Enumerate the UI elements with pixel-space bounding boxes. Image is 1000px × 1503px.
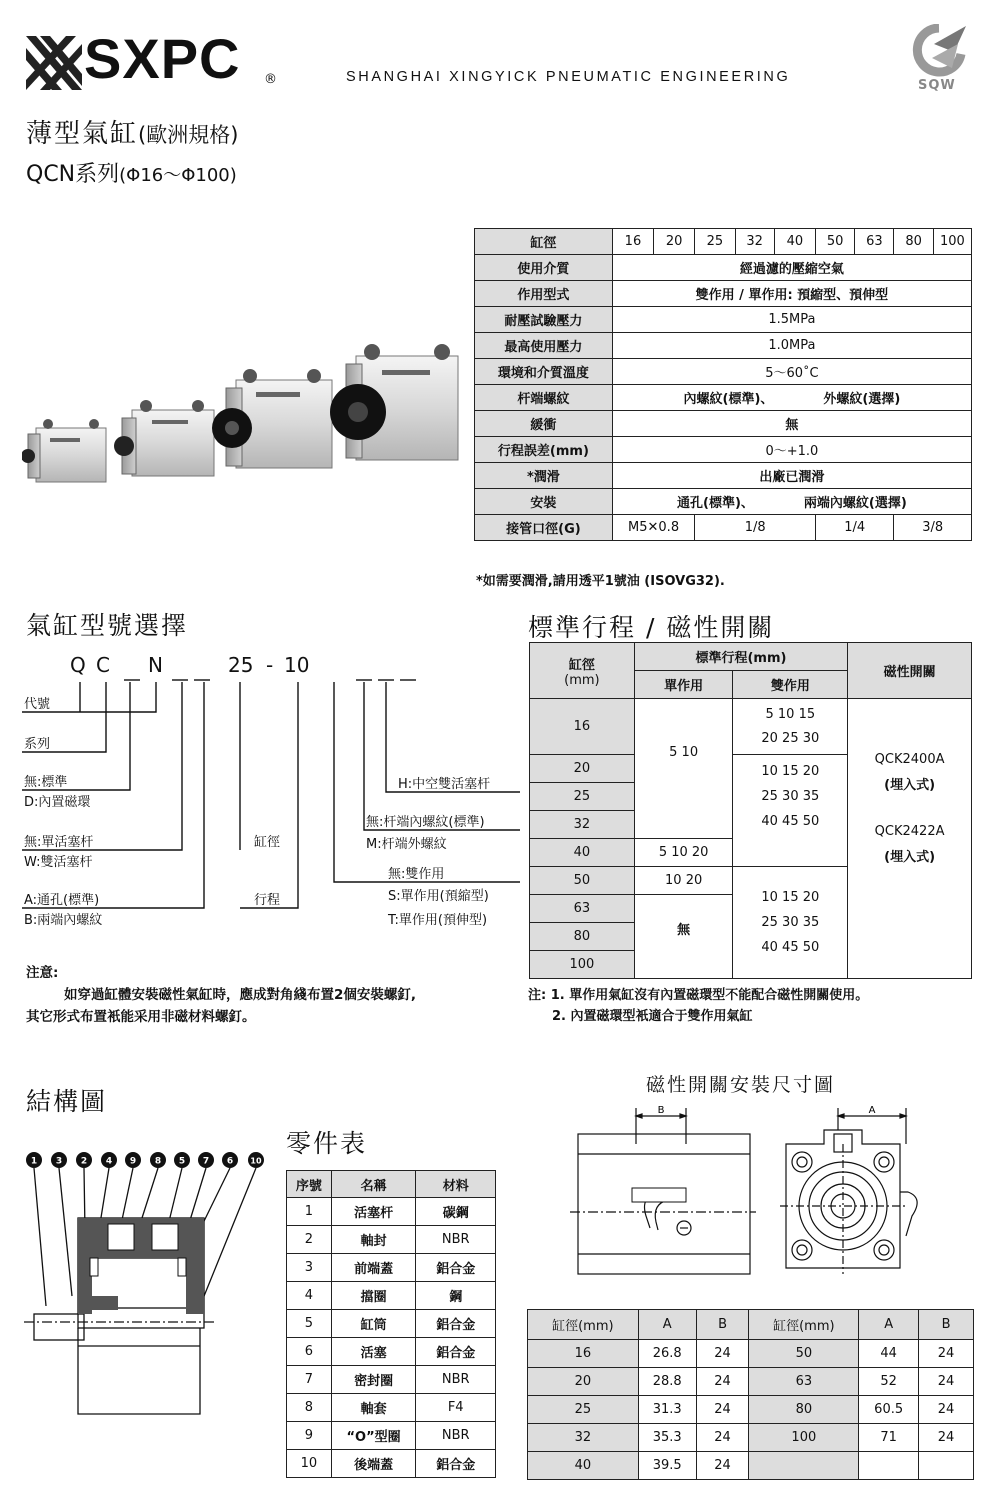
sqw-text: SQW <box>918 78 956 93</box>
label-xilie: 系列 <box>24 737 51 752</box>
stroke-note-2: 2. 內置磁環型衹適合于雙作用氣缸 <box>552 1009 753 1024</box>
callout-6 <box>222 1152 238 1168</box>
logo-registered: ® <box>264 72 277 87</box>
stroke-note-1: 1. 單作用氣缸沒有內置磁環型不能配合磁性開關使用。 <box>550 988 869 1003</box>
spec-row <box>475 333 972 359</box>
spec-footnote: *如需要潤滑,請用透平1號油 (ISOVG32). <box>476 574 725 589</box>
stroke-bore: 40 <box>530 839 635 867</box>
spec-label: *潤滑 <box>475 463 613 489</box>
stroke-h-bore: 缸徑 (mm) <box>530 643 635 699</box>
parts-row: 3 前端蓋 鋁合金 <box>287 1254 496 1282</box>
spec-bore: 32 <box>735 229 774 255</box>
parts-row: 2 軸封 NBR <box>287 1226 496 1254</box>
model-note <box>26 962 526 1028</box>
switch-side-drawing <box>570 1104 756 1284</box>
svg-text:2: 2 <box>80 1156 88 1167</box>
svg-text:4: 4 <box>105 1156 113 1167</box>
stroke-single-16-32: 5 10 <box>634 699 733 839</box>
note-title: 注意: <box>26 965 59 981</box>
spec-label: 接管口徑(G) <box>475 515 613 541</box>
callout-1 <box>26 1152 42 1168</box>
parts-row: 1 活塞杆 碳鋼 <box>287 1198 496 1226</box>
label-bore: 缸徑 <box>254 835 281 850</box>
label-double-rod: W:雙活塞杆 <box>24 855 93 870</box>
label-t-type: T:單作用(預伸型) <box>388 913 488 928</box>
label-hollow: H:中空雙活塞杆 <box>398 777 491 792</box>
spec-bore: 63 <box>855 229 894 255</box>
spec-port: M5✕0.8 <box>612 515 694 541</box>
spec-label: 使用介質 <box>475 255 613 281</box>
switch-dim-table <box>527 1309 974 1480</box>
spec-label: 行程誤差(mm) <box>475 437 613 463</box>
stroke-double-16: 5 10 15 20 25 30 <box>733 699 848 755</box>
label-s-type: S:單作用(預縮型) <box>388 889 489 904</box>
label-double-act: 無:雙作用 <box>388 867 445 882</box>
dim-h-a: A <box>859 1310 919 1340</box>
note-line1: 如穿過缸體安裝磁性氣缸時，應成對角綫布置2個安裝螺釘, <box>64 987 417 1003</box>
stroke-single-40: 5 10 20 <box>634 839 733 867</box>
model-heading: 氣缸型號選擇 <box>26 611 189 640</box>
label-stroke: 行程 <box>254 893 281 908</box>
dim-row: 16 26.8 24 50 44 24 <box>528 1340 974 1368</box>
stroke-bore: 20 <box>530 755 635 783</box>
code-n: N <box>148 653 163 677</box>
logo-stripes-icon <box>26 36 82 90</box>
svg-text:8: 8 <box>154 1156 162 1167</box>
parts-row: 8 軸套 F4 <box>287 1394 496 1422</box>
dim-row: 20 28.8 24 63 52 24 <box>528 1368 974 1396</box>
spec-row <box>475 385 972 411</box>
dim-row: 25 31.3 24 80 60.5 24 <box>528 1396 974 1424</box>
spec-label: 安裝 <box>475 489 613 515</box>
model-code-diagram <box>22 650 528 940</box>
parts-h-name: 名稱 <box>331 1171 416 1198</box>
spec-table <box>474 228 972 541</box>
parts-h-mat: 材料 <box>416 1171 496 1198</box>
code-q: Q <box>70 653 86 677</box>
spec-value: 通孔(標準)、 兩端內螺紋(選擇) <box>612 489 971 515</box>
stroke-switch: QCK2400A (埋入式) QCK2422A (埋入式) <box>848 699 972 979</box>
stroke-double-20-40: 10 15 20 25 30 35 40 45 50 <box>733 755 848 867</box>
callout-10 <box>248 1152 264 1168</box>
spec-label: 耐壓試驗壓力 <box>475 307 613 333</box>
parts-row: 7 密封圈 NBR <box>287 1366 496 1394</box>
stroke-bore: 32 <box>530 811 635 839</box>
dim-row: 32 35.3 24 100 71 24 <box>528 1424 974 1452</box>
parts-h-no: 序號 <box>287 1171 332 1198</box>
spec-value: 雙作用 / 單作用: 預縮型、預伸型 <box>612 281 971 307</box>
spec-label: 缸徑 <box>475 229 613 255</box>
callout-7 <box>198 1152 214 1168</box>
dim-h-b: B <box>696 1310 749 1340</box>
svg-text:1: 1 <box>30 1156 38 1167</box>
parts-row: 10 後端蓋 鋁合金 <box>287 1450 496 1478</box>
spec-bore: 50 <box>816 229 855 255</box>
dim-empty <box>919 1452 974 1480</box>
parts-heading: 零件表 <box>286 1129 368 1158</box>
code-dash: - <box>266 653 274 677</box>
code-stroke: 10 <box>284 653 310 677</box>
spec-label: 最高使用壓力 <box>475 333 613 359</box>
spec-label: 杆端螺紋 <box>475 385 613 411</box>
spec-value: 無 <box>612 411 971 437</box>
parts-table <box>286 1170 496 1478</box>
logo-text: SXPC <box>84 27 241 90</box>
label-through: A:通孔(標準) <box>24 893 100 908</box>
stroke-bore: 80 <box>530 923 635 951</box>
parts-row: 6 活塞 鋁合金 <box>287 1338 496 1366</box>
parts-row: 9 “O”型圈 NBR <box>287 1422 496 1450</box>
spec-port: 1/8 <box>695 515 816 541</box>
spec-row <box>475 411 972 437</box>
spec-row <box>475 359 972 385</box>
spec-label: 緩衝 <box>475 411 613 437</box>
spec-value: 經過濾的壓縮空氣 <box>612 255 971 281</box>
svg-text:6: 6 <box>226 1156 234 1167</box>
callout-8 <box>150 1152 166 1168</box>
svg-text:9: 9 <box>129 1156 137 1167</box>
spec-value: 出廠已潤滑 <box>612 463 971 489</box>
spec-row <box>475 255 972 281</box>
parts-row: 5 缸筒 鋁合金 <box>287 1310 496 1338</box>
cylinder-large-image <box>212 369 332 468</box>
note-line2: 其它形式布置衹能采用非磁材料螺釘。 <box>26 1009 256 1025</box>
spec-value: 5～60˚C <box>612 359 971 385</box>
svg-text:7: 7 <box>202 1156 210 1167</box>
label-mag: D:內置磁環 <box>24 795 91 810</box>
structure-drawing <box>24 1146 274 1446</box>
spec-row <box>475 307 972 333</box>
switch-front-drawing <box>776 1104 946 1284</box>
label-daihao: 代號 <box>24 697 51 712</box>
dim-h-a: A <box>638 1310 696 1340</box>
dim-h-bore: 缸徑(mm) <box>528 1310 639 1340</box>
stroke-double-50-100: 10 15 20 25 30 35 40 45 50 <box>733 867 848 979</box>
spec-value: 1.5MPa <box>612 307 971 333</box>
stroke-notes <box>528 985 868 1027</box>
stroke-h-stroke: 標準行程(mm) <box>634 643 847 671</box>
spec-row <box>475 281 972 307</box>
spec-row <box>475 463 972 489</box>
stroke-table <box>529 642 972 979</box>
label-std: 無:標準 <box>24 775 68 790</box>
spec-value: 內螺紋(標準)、 外螺紋(選擇) <box>612 385 971 411</box>
dim-label-b: B <box>657 1105 665 1116</box>
stroke-bore: 16 <box>530 699 635 755</box>
callout-9 <box>125 1152 141 1168</box>
spec-bore: 20 <box>654 229 695 255</box>
callout-2 <box>76 1152 92 1168</box>
spec-bore: 16 <box>612 229 653 255</box>
spec-value: 0～+1.0 <box>612 437 971 463</box>
label-single-rod: 無:單活塞杆 <box>24 835 94 850</box>
cylinder-small-image <box>22 419 106 482</box>
cylinder-medium-image <box>114 400 214 476</box>
dim-empty <box>749 1452 859 1480</box>
svg-text:3: 3 <box>55 1156 63 1167</box>
stroke-bore: 63 <box>530 895 635 923</box>
dim-row: 40 39.5 24 <box>528 1452 974 1480</box>
spec-bore: 40 <box>774 229 815 255</box>
dim-h-bore: 缸徑(mm) <box>749 1310 859 1340</box>
stroke-bore: 25 <box>530 783 635 811</box>
spec-row <box>475 437 972 463</box>
spec-row-port <box>475 515 972 541</box>
stroke-single-50: 10 20 <box>634 867 733 895</box>
stroke-heading: 標準行程 / 磁性開關 <box>528 613 775 642</box>
svg-text:5: 5 <box>178 1156 186 1167</box>
structure-heading: 結構圖 <box>26 1087 108 1116</box>
spec-value: 1.0MPa <box>612 333 971 359</box>
parts-row: 4 擋圈 鋼 <box>287 1282 496 1310</box>
stroke-notes-title: 注: <box>528 988 547 1003</box>
series-title: QCN系列(Φ16～Φ100) <box>26 162 237 187</box>
stroke-single-63-100: 無 <box>634 895 733 979</box>
code-bore: 25 <box>228 653 254 677</box>
sqw-emblem-icon <box>908 24 970 80</box>
dim-empty <box>859 1452 919 1480</box>
spec-label: 環境和介質溫度 <box>475 359 613 385</box>
cylinder-xlarge-image <box>330 344 458 460</box>
callout-4 <box>101 1152 117 1168</box>
stroke-h-single: 單作用 <box>634 671 733 699</box>
stroke-bore: 50 <box>530 867 635 895</box>
svg-text:10: 10 <box>250 1156 262 1166</box>
sqw-logo <box>908 24 970 96</box>
label-outer-thread: M:杆端外螺紋 <box>366 837 447 852</box>
company-name: SHANGHAI XINGYICK PNEUMATIC ENGINEERING <box>346 69 791 85</box>
spec-bore: 100 <box>933 229 971 255</box>
dim-h-b: B <box>919 1310 974 1340</box>
spec-label: 作用型式 <box>475 281 613 307</box>
callout-5 <box>174 1152 190 1168</box>
stroke-h-double: 雙作用 <box>733 671 848 699</box>
dim-label-a: A <box>868 1105 876 1116</box>
stroke-h-switch: 磁性開關 <box>848 643 972 699</box>
spec-port: 1/4 <box>816 515 894 541</box>
spec-row-bore <box>475 229 972 255</box>
logo <box>26 27 277 94</box>
page-title: 薄型氣缸(歐洲規格) <box>26 119 239 149</box>
spec-row <box>475 489 972 515</box>
switch-dim-heading: 磁性開關安裝尺寸圖 <box>646 1074 836 1096</box>
code-c: C <box>96 653 110 677</box>
label-inner-thread: 無:杆端內螺紋(標準) <box>366 815 485 830</box>
product-photo <box>22 338 462 486</box>
spec-bore: 80 <box>894 229 933 255</box>
callout-3 <box>51 1152 67 1168</box>
stroke-bore: 100 <box>530 951 635 979</box>
spec-port: 3/8 <box>894 515 972 541</box>
spec-bore: 25 <box>695 229 735 255</box>
label-thread: B:兩端內螺紋 <box>24 913 103 928</box>
